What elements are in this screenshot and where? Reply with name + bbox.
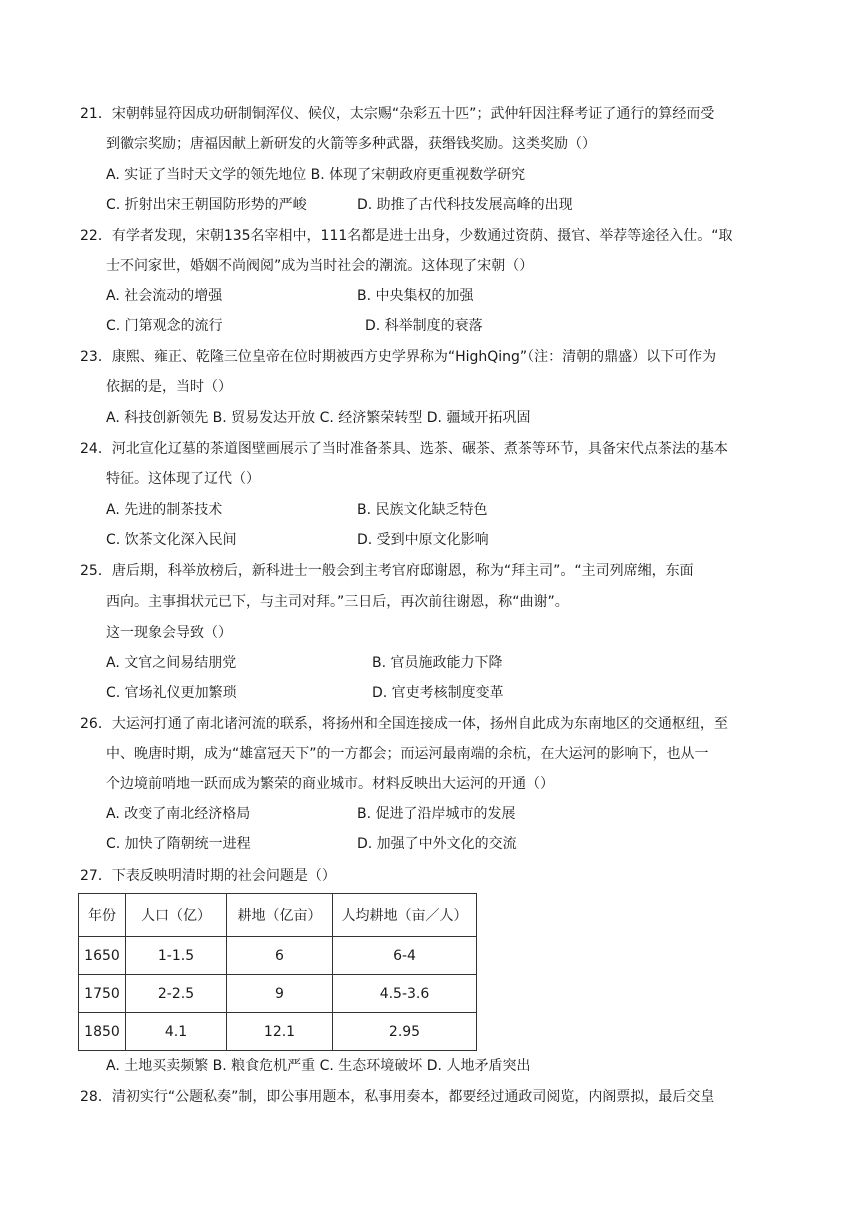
q22-number: 22． bbox=[80, 228, 112, 244]
q25-line1 bbox=[80, 556, 694, 586]
q24-option-c: C. 饮茶文化深入民间 bbox=[106, 532, 237, 548]
q26-line1 bbox=[80, 709, 728, 739]
q21-number: 21． bbox=[80, 106, 112, 122]
q21-line1 bbox=[80, 99, 714, 129]
q27-line1 bbox=[80, 861, 336, 891]
q24-option-a: A. 先进的制茶技术 bbox=[106, 502, 223, 518]
table-cell: 4.5-3.6 bbox=[333, 975, 477, 1013]
table-cell: 2.95 bbox=[333, 1013, 477, 1051]
table-row bbox=[79, 1013, 477, 1051]
q22-stem-line2: 士不问家世，婚姻不尚阀阅”成为当时社会的潮流。这体现了宋朝（） bbox=[106, 258, 534, 274]
q27-stem: 下表反映明清时期的社会问题是（） bbox=[111, 868, 336, 884]
q23-stem-line1: 康熙、雍正、乾隆三位皇帝在位时期被西方史学界称为“HighQing”（注：清朝的鼎盛）以下可作为 bbox=[111, 349, 717, 365]
q22-option-b: B. 中央集权的加强 bbox=[357, 288, 474, 304]
q25-option-b: B. 官员施政能力下降 bbox=[372, 655, 503, 671]
q24-stem-line2: 特征。这体现了辽代（） bbox=[106, 471, 260, 487]
q21-option-d: D. 助推了古代科技发展高峰的出现 bbox=[357, 197, 573, 213]
q21-stem-line1: 宋朝韩显符因成功研制铜浑仪、候仪，太宗赐“杂彩五十匹”；武仲轩因注释考证了通行的算经而受 bbox=[111, 106, 715, 122]
q22-stem-line1: 有学者发现，宋朝135名宰相中，111名都是进士出身，少数通过资荫、摄官、举荐等途径入仕。“取 bbox=[111, 228, 733, 244]
q25-stem-line3: 这一现象会导致（） bbox=[106, 625, 232, 641]
q26-option-c: C. 加快了隋朝统一进程 bbox=[106, 836, 251, 852]
table-cell: 6-4 bbox=[333, 937, 477, 975]
table-cell: 2-2.5 bbox=[126, 975, 227, 1013]
q26-stem-line2: 中、晚唐时期，成为“雄富冠天下”的一方都会；而运河最南端的余杭，在大运河的影响下，也从一 bbox=[106, 746, 709, 762]
q21-stem-line2: 到徽宗奖励；唐福因献上新研发的火箭等多种武器，获缗钱奖励。这类奖励（） bbox=[106, 136, 596, 152]
q27-number: 27． bbox=[80, 868, 112, 884]
q22-option-a: A. 社会流动的增强 bbox=[106, 288, 223, 304]
q26-option-a: A. 改变了南北经济格局 bbox=[106, 806, 251, 822]
population-land-table bbox=[78, 893, 477, 1051]
q23-line1 bbox=[80, 342, 716, 372]
q21-options-ab: A. 实证了当时天文学的领先地位 B. 体现了宋朝政府更重视数学研究 bbox=[106, 167, 526, 183]
q26-option-d: D. 加强了中外文化的交流 bbox=[357, 836, 517, 852]
q25-option-d: D. 官吏考核制度变革 bbox=[372, 685, 504, 701]
q24-stem-line1: 河北宣化辽墓的茶道图壁画展示了当时准备茶具、选茶、碾茶、煮茶等环节，具备宋代点茶法的基本 bbox=[111, 441, 728, 457]
table-header-cell: 人均耕地（亩／人） bbox=[333, 894, 477, 937]
table-cell: 6 bbox=[227, 937, 333, 975]
q25-stem-line2: 西向。主事揖状元已下，与主司对拜。”三日后，再次前往谢恩，称“曲谢”。 bbox=[106, 594, 569, 610]
table-header-cell: 人口（亿） bbox=[126, 894, 227, 937]
q22-option-d: D. 科举制度的衰落 bbox=[365, 318, 483, 334]
q26-option-b: B. 促进了沿岸城市的发展 bbox=[357, 806, 516, 822]
q26-number: 26． bbox=[80, 716, 112, 732]
q28-number: 28． bbox=[80, 1089, 112, 1105]
q25-option-a: A. 文官之间易结朋党 bbox=[106, 655, 237, 671]
table-header-cell: 耕地（亿亩） bbox=[227, 894, 333, 937]
table-cell: 1850 bbox=[79, 1013, 126, 1051]
q25-number: 25． bbox=[80, 563, 112, 579]
q25-stem-line1: 唐后期，科举放榜后，新科进士一般会到主考官府邸谢恩，称为“拜主司”。“主司列席缃，东面 bbox=[111, 563, 694, 579]
table-cell: 4.1 bbox=[126, 1013, 227, 1051]
q23-options: A. 科技创新领先 B. 贸易发达开放 C. 经济繁荣转型 D. 疆域开拓巩固 bbox=[106, 410, 531, 426]
table-cell: 1-1.5 bbox=[126, 937, 227, 975]
table-header-cell: 年份 bbox=[79, 894, 126, 937]
q22-option-c: C. 门第观念的流行 bbox=[106, 318, 223, 334]
q27-options: A. 土地买卖频繁 B. 粮食危机严重 C. 生态环境破坏 D. 人地矛盾突出 bbox=[106, 1058, 531, 1074]
q24-option-b: B. 民族文化缺乏特色 bbox=[357, 502, 488, 518]
q25-option-c: C. 官场礼仪更加繁琐 bbox=[106, 685, 237, 701]
q26-stem-line1: 大运河打通了南北诸河流的联系，将扬州和全国连接成一体，扬州自此成为东南地区的交通枢纽，至 bbox=[111, 716, 728, 732]
q23-number: 23． bbox=[80, 349, 112, 365]
q21-option-c: C. 折射出宋王朝国防形势的严峻 bbox=[106, 197, 307, 213]
q24-number: 24． bbox=[80, 441, 112, 457]
q24-option-d: D. 受到中原文化影响 bbox=[357, 532, 489, 548]
table-cell: 12.1 bbox=[227, 1013, 333, 1051]
table-header-row bbox=[79, 894, 477, 937]
q22-line1 bbox=[80, 221, 733, 251]
q24-line1 bbox=[80, 434, 728, 464]
table-cell: 9 bbox=[227, 975, 333, 1013]
q28-stem-line1: 清初实行“公题私奏”制，即公事用题本，私事用奏本，都要经过通政司阅览，内阁票拟，最后交皇 bbox=[111, 1089, 715, 1105]
table-cell: 1650 bbox=[79, 937, 126, 975]
table-row bbox=[79, 975, 477, 1013]
q26-stem-line3: 个边境前哨地一跃而成为繁荣的商业城市。材料反映出大运河的开通（） bbox=[106, 776, 554, 792]
table-row bbox=[79, 937, 477, 975]
table-cell: 1750 bbox=[79, 975, 126, 1013]
q28-line1 bbox=[80, 1082, 714, 1112]
q23-stem-line2: 依据的是，当时（） bbox=[106, 379, 232, 395]
